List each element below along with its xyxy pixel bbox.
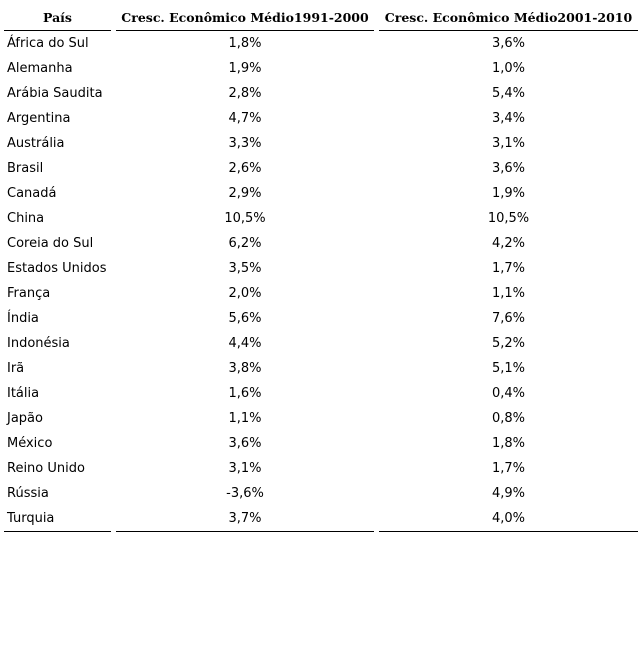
cell-country: Itália [7, 386, 40, 401]
cell-country: África do Sul [7, 36, 89, 51]
table-row [4, 156, 638, 181]
cell-growth-2001-2010: 3,6% [491, 36, 526, 51]
cell-growth-1991-2000: 3,5% [228, 261, 262, 276]
cell-growth-2001-2010: 10,5% [487, 211, 530, 226]
cell-growth-2001-2010: 1,7% [491, 261, 526, 276]
cell-growth-2001-2010: 1,7% [491, 461, 526, 476]
cell-country: Arábia Saudita [7, 86, 103, 101]
cell-growth-2001-2010: 4,0% [491, 511, 526, 526]
cell-country: França [7, 286, 51, 301]
cell-growth-2001-2010: 3,6% [491, 161, 526, 176]
cell-growth-1991-2000: 3,3% [228, 136, 262, 151]
table-row [4, 306, 638, 331]
table-row [4, 281, 638, 306]
bottom-rule-2001-2010 [379, 531, 638, 532]
cell-growth-1991-2000: 6,2% [228, 236, 262, 251]
table-row [4, 31, 638, 56]
growth-table [4, 5, 638, 531]
cell-growth-2001-2010: 1,0% [491, 61, 526, 76]
table-row [4, 81, 638, 106]
cell-growth-2001-2010: 0,4% [491, 386, 526, 401]
cell-growth-1991-2000: 1,8% [228, 36, 262, 51]
cell-country: Indonésia [7, 336, 70, 351]
cell-growth-1991-2000: 2,0% [228, 286, 262, 301]
cell-growth-1991-2000: 2,9% [228, 186, 262, 201]
cell-growth-1991-2000: 3,8% [228, 361, 262, 376]
cell-growth-1991-2000: 10,5% [224, 211, 266, 226]
cell-growth-2001-2010: 1,1% [491, 286, 526, 301]
cell-country: Alemanha [7, 61, 73, 76]
cell-growth-1991-2000: 2,6% [228, 161, 262, 176]
cell-country: Irã [7, 361, 25, 376]
cell-country: Austrália [7, 136, 65, 151]
cell-growth-1991-2000: 1,6% [228, 386, 262, 401]
table-row [4, 256, 638, 281]
table-row [4, 131, 638, 156]
cell-growth-1991-2000: 4,7% [228, 111, 262, 126]
cell-growth-1991-2000: 5,6% [228, 311, 262, 326]
cell-growth-2001-2010: 4,2% [491, 236, 526, 251]
cell-country: Argentina [7, 111, 71, 126]
cell-growth-2001-2010: 7,6% [491, 311, 526, 326]
table-row [4, 506, 638, 531]
bottom-rule-country [4, 531, 111, 532]
table-row [4, 431, 638, 456]
cell-country: Brasil [7, 161, 44, 176]
cell-growth-2001-2010: 1,8% [491, 436, 526, 451]
cell-country: China [7, 211, 45, 226]
cell-country: Japão [7, 411, 43, 426]
table-row [4, 181, 638, 206]
cell-growth-1991-2000: 3,7% [228, 511, 262, 526]
cell-growth-1991-2000: 3,1% [228, 461, 262, 476]
cell-growth-1991-2000: 1,9% [228, 61, 262, 76]
table-row [4, 206, 638, 231]
cell-growth-2001-2010: 5,4% [491, 86, 526, 101]
cell-growth-1991-2000: -3,6% [226, 486, 264, 501]
bottom-rule-1991-2000 [116, 531, 374, 532]
cell-growth-2001-2010: 0,8% [491, 411, 526, 426]
cell-country: Canadá [7, 186, 57, 201]
cell-country: Rússia [7, 486, 49, 501]
header-growth-2001-2010: Cresc. Econômico Médio2001-2010 [379, 5, 638, 31]
cell-country: Turquia [7, 511, 55, 526]
cell-growth-1991-2000: 1,1% [228, 411, 262, 426]
cell-country: México [7, 436, 53, 451]
cell-growth-2001-2010: 1,9% [491, 186, 526, 201]
cell-growth-2001-2010: 4,9% [491, 486, 526, 501]
cell-growth-2001-2010: 3,4% [491, 111, 526, 126]
cell-country: Reino Unido [7, 461, 85, 476]
header-growth-1991-2000: Cresc. Econômico Médio1991-2000 [116, 5, 374, 31]
table-row [4, 481, 638, 506]
cell-growth-1991-2000: 4,4% [228, 336, 262, 351]
cell-growth-1991-2000: 2,8% [228, 86, 262, 101]
cell-growth-2001-2010: 5,2% [491, 336, 526, 351]
table-row [4, 331, 638, 356]
cell-growth-2001-2010: 5,1% [491, 361, 526, 376]
table-row [4, 356, 638, 381]
cell-growth-1991-2000: 3,6% [228, 436, 262, 451]
table-row [4, 381, 638, 406]
table-row [4, 406, 638, 431]
header-country: País [4, 5, 111, 31]
table-row [4, 106, 638, 131]
cell-country: Estados Unidos [7, 261, 107, 276]
cell-country: Coreia do Sul [7, 236, 94, 251]
cell-growth-2001-2010: 3,1% [491, 136, 526, 151]
table-row [4, 456, 638, 481]
table-body [4, 31, 638, 531]
table-row [4, 231, 638, 256]
cell-country: Índia [7, 311, 39, 326]
table-row [4, 56, 638, 81]
table-header [4, 5, 638, 31]
